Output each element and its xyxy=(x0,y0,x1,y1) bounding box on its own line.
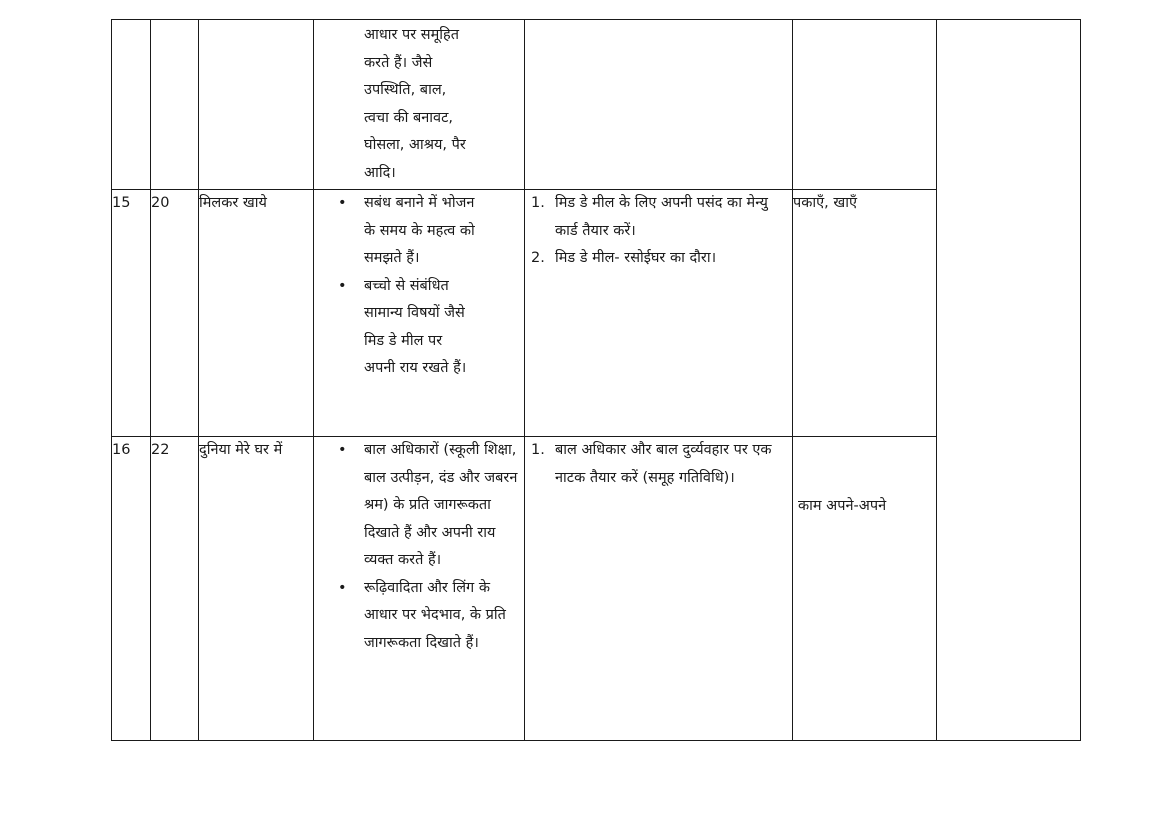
week-cell: 16 xyxy=(112,437,151,741)
activities-cell xyxy=(525,190,793,437)
continued-outcome-text xyxy=(314,20,524,187)
outcome-item: • सबंध बनाने में भोजन के समय के महत्व को समझते हैं। xyxy=(338,190,484,273)
activity-number: 2. xyxy=(531,250,545,266)
topic-cell: दुनिया मेरे घर में xyxy=(199,437,314,741)
activity-number: 1. xyxy=(531,195,545,211)
chapter-cell xyxy=(793,437,937,741)
outcomes-cell xyxy=(314,437,525,741)
activity-text: मिड डे मील के लिए अपनी पसंद का मेन्यु कार्ड तैयार करें। xyxy=(555,195,768,239)
chapter-cell: पकाएँ, खाएँ xyxy=(793,190,937,437)
outcomes-cell xyxy=(314,190,525,437)
period-cell: 20 xyxy=(151,190,199,437)
outcome-item: • बाल अधिकारों (स्कूली शिक्षा, बाल उत्पीड़न, दंड और जबरन श्रम) के प्रति जागरूकता दिखाते हैं और अपनी राय व्यक्त करते हैं। xyxy=(338,437,524,575)
activity-number: 1. xyxy=(531,442,545,458)
activities-list xyxy=(525,190,792,273)
text-line: करते हैं। जैसे xyxy=(364,54,433,71)
outcome-item: • रूढ़िवादिता और लिंग के आधार पर भेदभाव, के प्रति जागरूकता दिखाते हैं। xyxy=(338,575,524,658)
curriculum-table xyxy=(111,19,1081,741)
topic-cell: मिलकर खाये xyxy=(199,190,314,437)
activity-item xyxy=(531,190,792,245)
text-line: त्वचा की बनावट, xyxy=(364,109,454,126)
period-cell: 22 xyxy=(151,437,199,741)
outcome-item: • बच्चो से संबंधित सामान्य विषयों जैसे मिड डे मील पर अपनी राय रखते हैं। xyxy=(338,273,474,383)
week-cell xyxy=(112,20,151,190)
remarks-cell xyxy=(937,20,1081,741)
activity-item xyxy=(531,245,792,273)
outcomes-cell xyxy=(314,20,525,190)
activities-cell xyxy=(525,437,793,741)
outcomes-list xyxy=(314,190,524,383)
chapter-cell xyxy=(793,20,937,190)
text-line: उपस्थिति, बाल, xyxy=(364,82,447,98)
table-row xyxy=(112,437,1081,741)
activity-text: मिड डे मील- रसोईघर का दौरा। xyxy=(555,250,717,266)
activity-text: बाल अधिकार और बाल दुर्व्यवहार पर एक नाटक तैयार करें (समूह गतिविधि)। xyxy=(555,442,772,486)
chapter-text: काम अपने-अपने xyxy=(798,498,887,514)
table-row xyxy=(112,190,1081,437)
topic-cell xyxy=(199,20,314,190)
activities-cell xyxy=(525,20,793,190)
text-line: आधार पर समूहित xyxy=(364,27,459,43)
activities-list xyxy=(525,437,792,492)
text-line: घोसला, आश्रय, पैर xyxy=(364,137,466,153)
outcomes-list xyxy=(314,437,524,657)
period-cell xyxy=(151,20,199,190)
week-cell: 15 xyxy=(112,190,151,437)
table-row-continuation xyxy=(112,20,1081,190)
activity-item xyxy=(531,437,792,492)
text-line: आदि। xyxy=(364,164,396,181)
